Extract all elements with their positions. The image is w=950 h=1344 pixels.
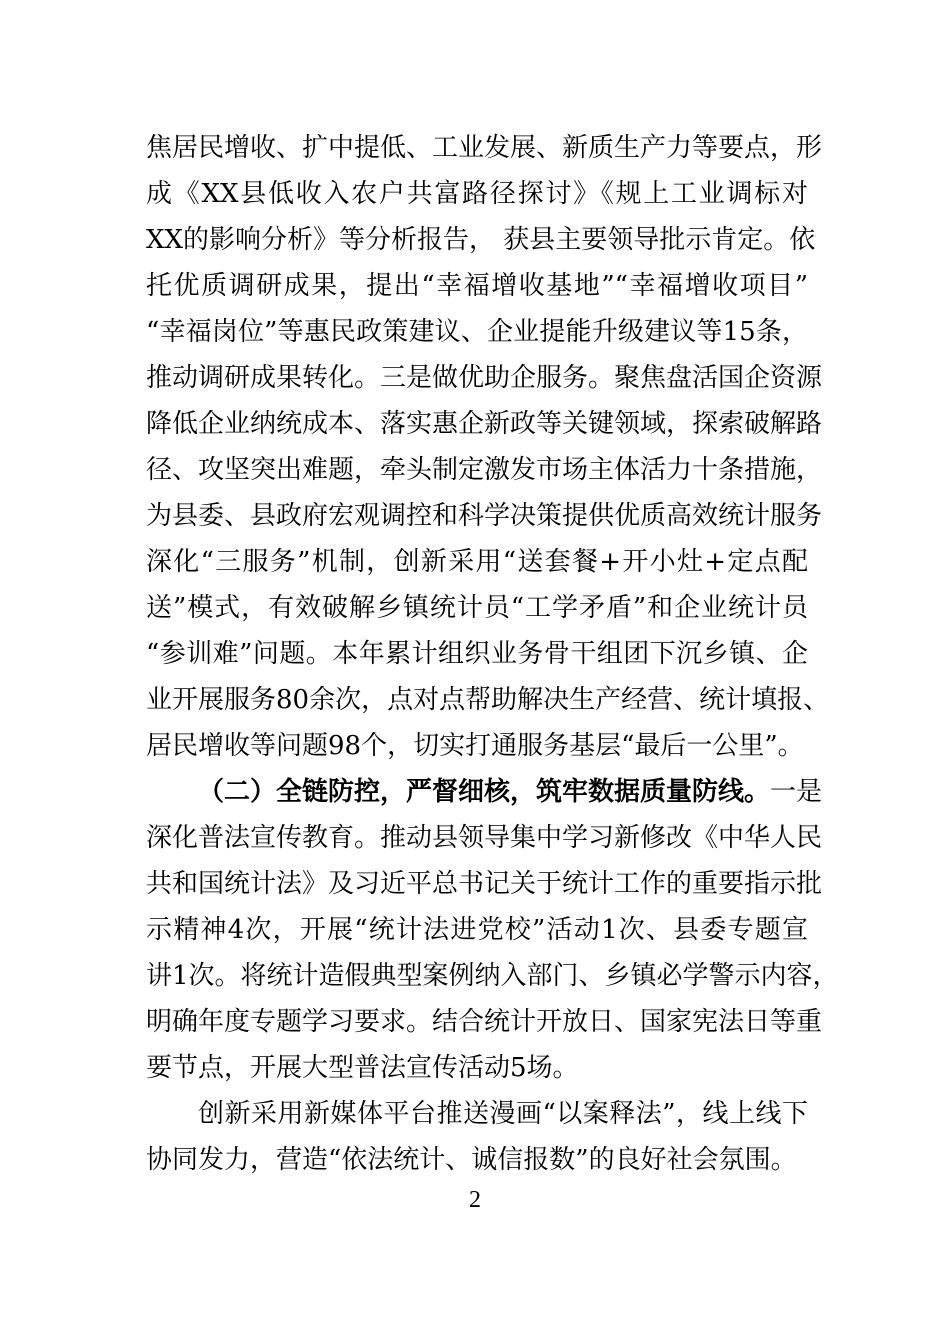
section-heading-line xyxy=(198,769,823,815)
text-line: 明确年度专题学习要求。结合统计开放日、国家宪法日等重 xyxy=(146,1007,823,1037)
text-line: 深化普法宣传教育。推动县领导集中学习新修改《中华人民 xyxy=(146,823,823,853)
text-line: XX的影响分析》等分析报告， 获县主要领导批示肯定。依 xyxy=(146,225,816,255)
page-number: 2 xyxy=(469,1187,481,1213)
text-line: 送”模式，有效破解乡镇统计员“工学矛盾”和企业统计员 xyxy=(146,593,808,623)
text-line: 推动调研成果转化。三是做优助企服务。聚焦盘活国企资源 xyxy=(146,363,823,393)
text-line: 要节点，开展大型普法宣传活动5场。 xyxy=(146,1053,579,1083)
text-line: “参训难”问题。本年累计组织业务骨干组团下沉乡镇、企 xyxy=(146,639,808,669)
text-line: 讲1次。将统计造假典型案例纳入部门、乡镇必学警示内容， xyxy=(146,961,839,991)
text-line: 径、攻坚突出难题，牵头制定激发市场主体活力十条措施， xyxy=(146,455,823,485)
text-line: 业开展服务80余次，点对点帮助解决生产经营、统计填报、 xyxy=(146,685,830,715)
text-line: 托优质调研成果，提出“幸福增收基地”“幸福增收项目” xyxy=(146,271,808,301)
text-line: 为县委、县政府宏观调控和科学决策提供优质高效统计服务 xyxy=(146,501,823,531)
section-heading: （二）全链防控，严督细核，筑牢数据质量防线。 xyxy=(198,777,771,807)
text-line: 示精神4次，开展“统计法进党校”活动1次、县委专题宣 xyxy=(146,915,808,945)
heading-tail-text: 一是 xyxy=(770,777,823,807)
text-line: 焦居民增收、扩中提低、工业发展、新质生产力等要点，形 xyxy=(146,133,823,163)
text-line: “幸福岗位”等惠民政策建议、企业提能升级建议等15条， xyxy=(146,317,808,347)
text-line: 协同发力，营造“依法统计、诚信报数”的良好社会氛围。 xyxy=(146,1145,797,1175)
text-line: 共和国统计法》及习近平总书记关于统计工作的重要指示批 xyxy=(146,869,823,899)
text-line: 创新采用新媒体平台推送漫画“以案释法”，线上线下 xyxy=(198,1099,808,1129)
text-line: 居民增收等问题98个，切实打通服务基层“最后一公里”。 xyxy=(146,731,804,761)
text-line: 降低企业纳统成本、落实惠企新政等关键领域，探索破解路 xyxy=(146,409,823,439)
text-line: 成《XX县低收入农户共富路径探讨》《规上工业调标对 xyxy=(146,179,808,209)
text-line: 深化“三服务”机制，创新采用“送套餐+开小灶+定点配 xyxy=(146,547,808,577)
